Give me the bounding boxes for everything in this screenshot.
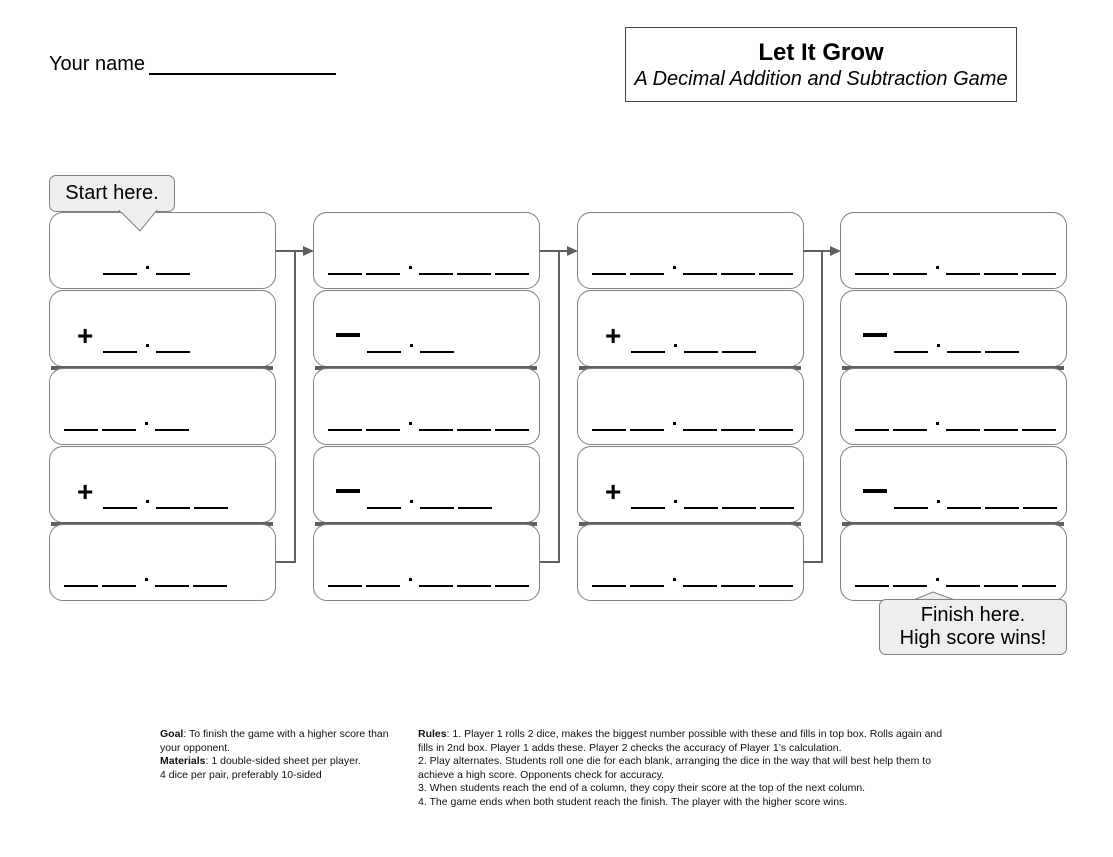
goal-materials-block	[160, 728, 400, 782]
digit-blank[interactable]	[103, 351, 137, 353]
digit-blank[interactable]	[1023, 507, 1057, 509]
decimal-point	[937, 500, 940, 503]
start-callout-text: Start here.	[65, 182, 159, 204]
decimal-point	[936, 422, 939, 425]
answer-box[interactable]	[577, 368, 804, 445]
digit-blank[interactable]	[855, 273, 889, 275]
digit-blank[interactable]	[759, 585, 793, 587]
digit-blanks	[328, 578, 533, 587]
connector-2-3	[540, 250, 560, 563]
digit-blank[interactable]	[984, 585, 1018, 587]
minus-icon	[863, 489, 887, 493]
decimal-point	[673, 578, 676, 581]
decimal-point	[674, 500, 677, 503]
digit-blank[interactable]	[683, 273, 717, 275]
digit-blanks	[328, 422, 533, 431]
digit-blank[interactable]	[366, 429, 400, 431]
digit-blank[interactable]	[946, 429, 980, 431]
minus-icon	[863, 333, 887, 337]
digit-blanks	[631, 500, 798, 509]
decimal-point	[146, 266, 149, 269]
digit-blank[interactable]	[946, 585, 980, 587]
digit-blank[interactable]	[194, 507, 228, 509]
digit-blank[interactable]	[1022, 273, 1056, 275]
digit-blank[interactable]	[893, 585, 927, 587]
digit-blanks	[367, 344, 458, 353]
decimal-point	[409, 422, 412, 425]
digit-blank[interactable]	[684, 351, 718, 353]
digit-blank[interactable]	[984, 429, 1018, 431]
answer-box[interactable]	[49, 290, 276, 367]
digit-blanks	[328, 266, 533, 275]
digit-blank[interactable]	[64, 585, 98, 587]
answer-box[interactable]	[840, 446, 1067, 523]
arrow-right-icon	[303, 246, 314, 256]
answer-box[interactable]	[313, 446, 540, 523]
digit-blanks	[64, 422, 193, 431]
digit-blanks	[894, 344, 1023, 353]
decimal-point	[674, 344, 677, 347]
answer-box[interactable]	[313, 212, 540, 289]
digit-blank[interactable]	[328, 273, 362, 275]
digit-blank[interactable]	[592, 273, 626, 275]
minus-icon	[336, 489, 360, 493]
answer-box[interactable]	[49, 212, 276, 289]
digit-blank[interactable]	[855, 585, 889, 587]
digit-blanks	[103, 266, 194, 275]
rule-3: 3. When students reach the end of a column, they copy their score at the top of the next column.	[418, 782, 866, 794]
digit-blanks	[367, 500, 496, 509]
decimal-point	[410, 500, 413, 503]
digit-blank[interactable]	[155, 429, 189, 431]
digit-blanks	[855, 266, 1060, 275]
digit-blank[interactable]	[721, 273, 755, 275]
digit-blanks	[592, 422, 797, 431]
digit-blanks	[855, 578, 1060, 587]
digit-blank[interactable]	[759, 273, 793, 275]
digit-blank[interactable]	[155, 585, 189, 587]
digit-blank[interactable]	[722, 351, 756, 353]
digit-blank[interactable]	[630, 273, 664, 275]
digit-blank[interactable]	[495, 273, 529, 275]
digit-blank[interactable]	[631, 507, 665, 509]
goal-text: : To finish the game with a higher score than your opponent.	[160, 728, 389, 754]
answer-box[interactable]	[313, 368, 540, 445]
digit-blank[interactable]	[630, 429, 664, 431]
digit-blank[interactable]	[367, 351, 401, 353]
digit-blanks	[103, 500, 232, 509]
digit-blank[interactable]	[722, 507, 756, 509]
decimal-point	[145, 422, 148, 425]
start-callout-tail-icon	[118, 210, 158, 234]
plus-icon: +	[605, 476, 622, 507]
digit-blank[interactable]	[721, 429, 755, 431]
connector-1-2	[276, 250, 296, 563]
materials-text-2: 4 dice per pair, preferably 10-sided	[160, 768, 322, 781]
digit-blank[interactable]	[683, 585, 717, 587]
decimal-point	[409, 266, 412, 269]
rule-1: : 1. Player 1 rolls 2 dice, makes the biggest number possible with these and fills in top box. Rolls again and fills in 2nd box. Player 1 adds these. Player 2 checks the accuracy of Player 1’s calculation.	[418, 728, 943, 754]
digit-blank[interactable]	[946, 273, 980, 275]
rule-2: 2. Play alternates. Students roll one die for each blank, arranging the dice in the way that will best help them to achieve a high score. Opponents check for accuracy.	[418, 755, 932, 781]
decimal-point	[409, 578, 412, 581]
digit-blank[interactable]	[894, 507, 928, 509]
name-blank-line[interactable]	[149, 73, 336, 75]
digit-blank[interactable]	[947, 507, 981, 509]
arrow-right-icon	[830, 246, 841, 256]
digit-blank[interactable]	[103, 507, 137, 509]
digit-blank[interactable]	[457, 429, 491, 431]
digit-blank[interactable]	[419, 273, 453, 275]
digit-blank[interactable]	[419, 585, 453, 587]
rules-block	[418, 728, 943, 809]
decimal-point	[145, 578, 148, 581]
digit-blank[interactable]	[760, 507, 794, 509]
answer-box[interactable]	[577, 446, 804, 523]
title-box	[625, 27, 1017, 102]
answer-box[interactable]	[49, 368, 276, 445]
digit-blank[interactable]	[894, 351, 928, 353]
decimal-point	[410, 344, 413, 347]
answer-box[interactable]	[577, 290, 804, 367]
finish-callout-line1: Finish here.	[920, 604, 1026, 626]
answer-box[interactable]	[840, 290, 1067, 367]
digit-blank[interactable]	[457, 273, 491, 275]
digit-blank[interactable]	[102, 429, 136, 431]
digit-blank[interactable]	[630, 585, 664, 587]
plus-icon: +	[77, 320, 94, 351]
digit-blank[interactable]	[592, 429, 626, 431]
digit-blank[interactable]	[420, 507, 454, 509]
decimal-point	[146, 344, 149, 347]
plus-icon: +	[77, 476, 94, 507]
digit-blank[interactable]	[985, 351, 1019, 353]
answer-box[interactable]	[840, 368, 1067, 445]
digit-blank[interactable]	[103, 273, 137, 275]
decimal-point	[936, 266, 939, 269]
digit-blank[interactable]	[102, 585, 136, 587]
digit-blank[interactable]	[985, 507, 1019, 509]
start-callout	[49, 175, 175, 212]
page-title: Let It Grow	[758, 39, 884, 66]
digit-blank[interactable]	[366, 273, 400, 275]
digit-blanks	[64, 578, 231, 587]
digit-blanks	[631, 344, 760, 353]
digit-blank[interactable]	[193, 585, 227, 587]
digit-blank[interactable]	[947, 351, 981, 353]
digit-blank[interactable]	[984, 273, 1018, 275]
digit-blank[interactable]	[328, 429, 362, 431]
answer-box[interactable]	[313, 524, 540, 601]
connector-3-4	[803, 250, 823, 563]
digit-blank[interactable]	[495, 585, 529, 587]
decimal-point	[673, 266, 676, 269]
digit-blank[interactable]	[893, 429, 927, 431]
digit-blank[interactable]	[458, 507, 492, 509]
materials-label: Materials	[160, 755, 206, 767]
digit-blank[interactable]	[420, 351, 454, 353]
digit-blank[interactable]	[366, 585, 400, 587]
rules-label: Rules	[418, 728, 447, 740]
digit-blanks	[855, 422, 1060, 431]
answer-box[interactable]	[313, 290, 540, 367]
digit-blank[interactable]	[328, 585, 362, 587]
digit-blank[interactable]	[855, 429, 889, 431]
plus-icon: +	[605, 320, 622, 351]
digit-blanks	[103, 344, 194, 353]
digit-blank[interactable]	[683, 429, 717, 431]
decimal-point	[937, 344, 940, 347]
digit-blank[interactable]	[759, 429, 793, 431]
digit-blanks	[592, 578, 797, 587]
digit-blank[interactable]	[1022, 429, 1056, 431]
digit-blank[interactable]	[1022, 585, 1056, 587]
digit-blanks	[894, 500, 1061, 509]
digit-blank[interactable]	[156, 273, 190, 275]
digit-blank[interactable]	[64, 429, 98, 431]
answer-box[interactable]	[577, 212, 804, 289]
rule-4: 4. The game ends when both student reach the finish. The player with the higher score wins.	[418, 795, 848, 808]
digit-blank[interactable]	[495, 429, 529, 431]
goal-label: Goal	[160, 728, 184, 740]
digit-blank[interactable]	[156, 507, 190, 509]
digit-blank[interactable]	[457, 585, 491, 587]
page-subtitle: A Decimal Addition and Subtraction Game	[634, 68, 1008, 90]
arrow-right-icon	[567, 246, 578, 256]
decimal-point	[673, 422, 676, 425]
answer-box[interactable]	[49, 524, 276, 601]
digit-blank[interactable]	[721, 585, 755, 587]
digit-blank[interactable]	[156, 351, 190, 353]
answer-box[interactable]	[840, 212, 1067, 289]
digit-blank[interactable]	[684, 507, 718, 509]
digit-blank[interactable]	[631, 351, 665, 353]
digit-blank[interactable]	[893, 273, 927, 275]
minus-icon	[336, 333, 360, 337]
answer-box[interactable]	[49, 446, 276, 523]
finish-callout	[879, 599, 1067, 655]
digit-blank[interactable]	[367, 507, 401, 509]
digit-blanks	[592, 266, 797, 275]
finish-callout-line2: High score wins!	[899, 627, 1047, 649]
digit-blank[interactable]	[592, 585, 626, 587]
name-label: Your name	[49, 53, 145, 75]
materials-text: : 1 double-sided sheet per player.	[205, 755, 361, 767]
decimal-point	[146, 500, 149, 503]
answer-box[interactable]	[577, 524, 804, 601]
digit-blank[interactable]	[419, 429, 453, 431]
decimal-point	[936, 578, 939, 581]
